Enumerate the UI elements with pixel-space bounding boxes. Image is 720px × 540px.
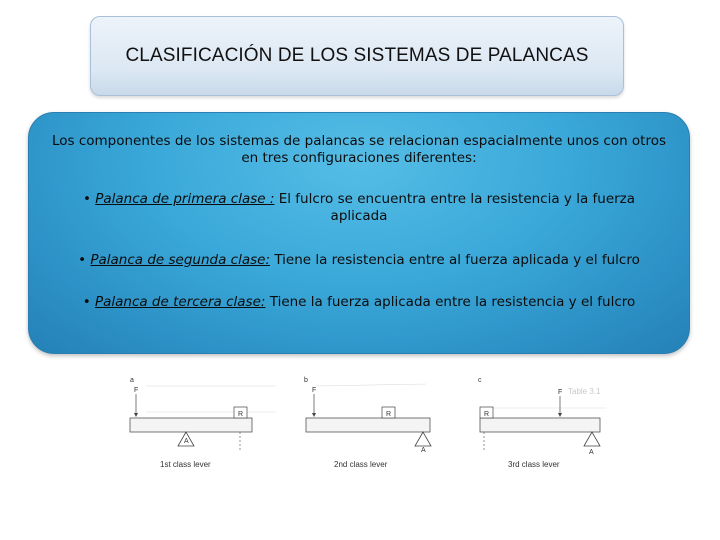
bullet-text: Tiene la resistencia entre al fuerza aplicada y el fulcro [274,252,640,268]
fulcrum-label: A [184,438,189,445]
panel-caption: 3rd class lever [508,460,560,469]
resistance-label: R [386,411,392,418]
resistance-label: R [484,411,490,418]
panel-first-class [130,377,252,469]
content-box [28,112,690,354]
lever-bar [480,418,600,432]
force-label: F [312,387,317,394]
bullet-term: Palanca de segunda clase: [90,252,271,268]
lever-bar [306,418,430,432]
force-label: F [558,389,563,396]
resistance-label: R [238,411,244,418]
bullet-text: Tiene la fuerza aplicada entre la resistencia y el fulcro [269,294,636,310]
intro-text: Los componentes de los sistemas de palancas se relacionan espacialmente unos con otros en tres configuraciones diferentes: [51,133,667,166]
bullet-term: Palanca de tercera clase: [94,294,266,310]
force-arrow-head [312,413,316,417]
force-label: F [134,387,139,394]
fulcrum-triangle [415,432,431,446]
fulcrum-label: A [421,447,426,454]
lever-diagram-svg [126,372,610,472]
panel-letter: a [130,377,134,384]
bullet-term: Palanca de primera clase : [95,191,275,207]
lever-bar [130,418,252,432]
bullet-second-class [29,252,689,269]
fulcrum-label: A [589,449,594,456]
bullet-marker: • [82,191,91,207]
title-box [90,16,624,96]
force-arrow-head [134,413,138,417]
bullet-marker: • [78,252,87,268]
panel-caption: 2nd class lever [334,460,388,469]
bleed-lines [146,384,606,412]
bullet-text: El fulcro se encuentra entre la resistencia y la fuerza aplicada [278,191,636,224]
panel-caption: 1st class lever [160,460,211,469]
bullet-third-class [29,294,689,311]
panel-letter: b [304,377,308,384]
panel-second-class [304,377,431,469]
slide-title: CLASIFICACIÓN DE LOS SISTEMAS DE PALANCAS [125,45,589,66]
panel-letter: c [478,377,482,384]
bullet-marker: • [82,294,91,310]
lever-diagram [126,372,610,472]
bullet-first-class [29,191,689,225]
force-arrow-head [558,413,562,417]
fulcrum-triangle [584,432,600,446]
bleed-text: Table 3.1 [568,387,601,396]
